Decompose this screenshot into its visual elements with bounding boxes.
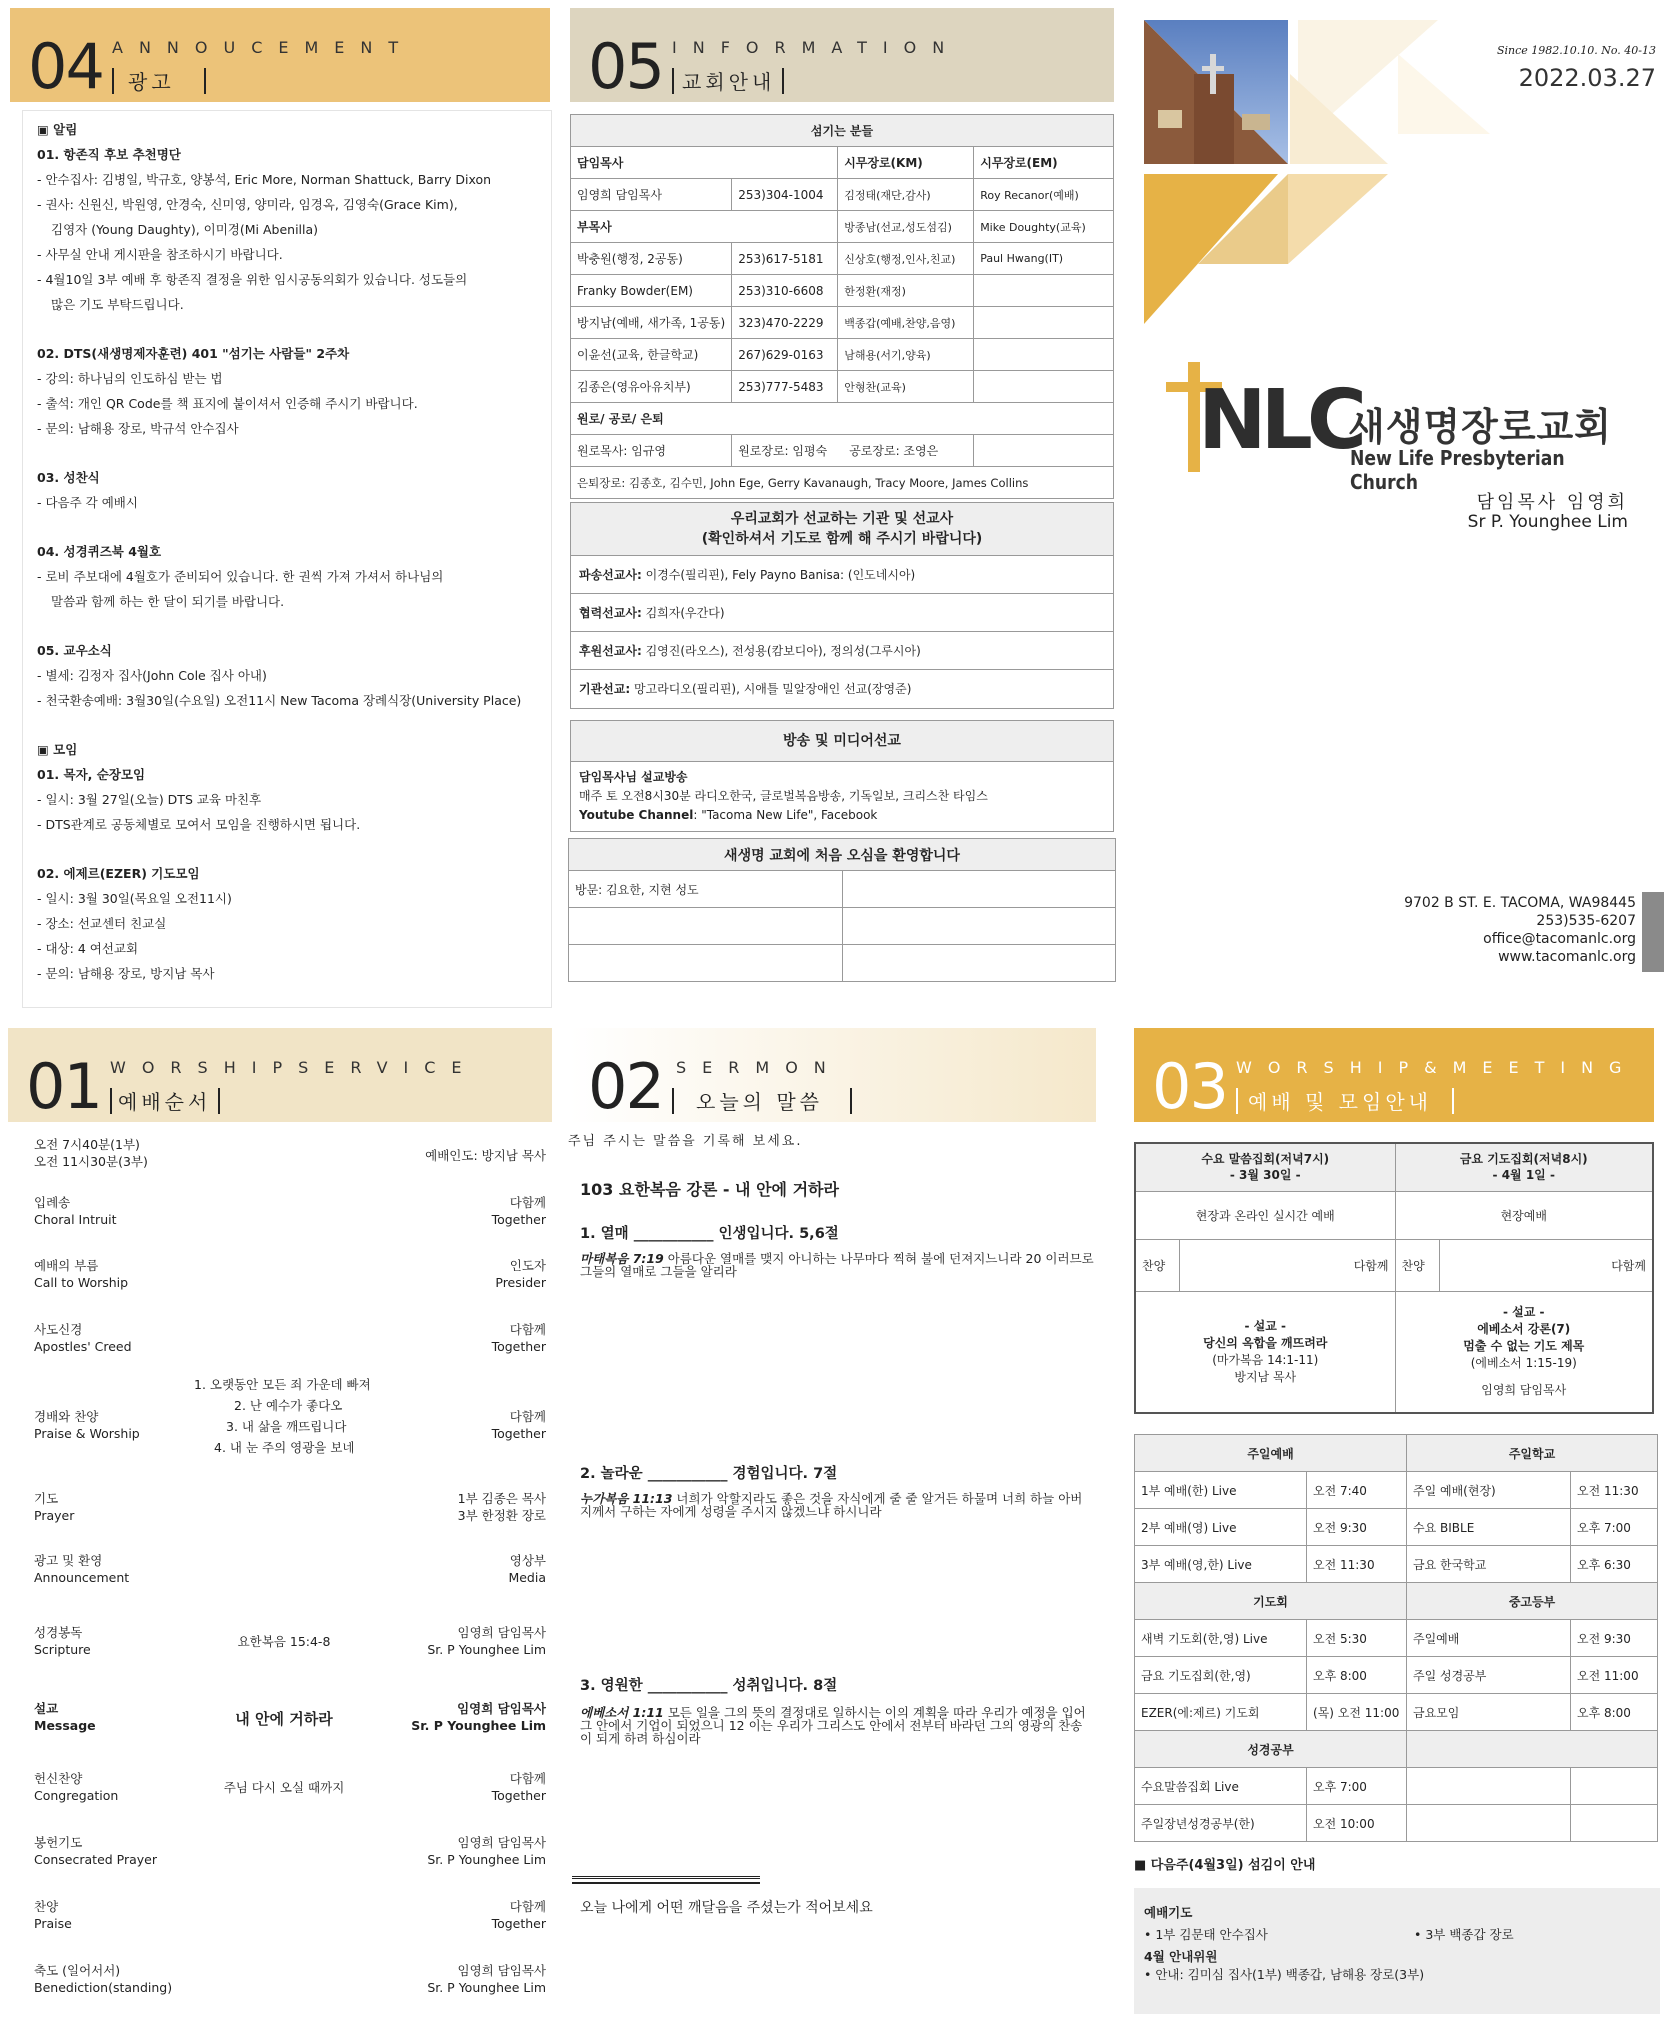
- staff-name: 임영희 담임목사: [571, 179, 732, 211]
- side-bar: [1642, 892, 1664, 972]
- announcement-body: [22, 110, 552, 1008]
- schedule-item: 금요모임: [1407, 1694, 1571, 1731]
- item-line: - DTS관계로 공동체별로 모여서 모임을 진행하시면 됩니다.: [37, 817, 361, 832]
- order-leader: 다함께: [509, 1409, 546, 1424]
- order-en: Praise & Worship: [34, 1426, 140, 1441]
- fri-sermon: - 설교 - 에베소서 강론(7) 멈출 수 없는 기도 제목 (에베소서 1:15-19) 임영희 담임목사: [1395, 1291, 1653, 1413]
- order-leader: 영상부: [509, 1553, 546, 1568]
- order-detail: 주님 다시 오실 때까지: [223, 1780, 345, 1795]
- point-2: 2. 놀라운 ___________ 경험입니다. 7절: [580, 1466, 838, 1482]
- emeritus-head: 원로/ 공로/ 은퇴: [571, 403, 1114, 435]
- item-line: - 대상: 4 여선교회: [37, 941, 139, 956]
- phone: 253)535-6207: [1536, 913, 1636, 929]
- pastor-ko: 담임목사 임영희: [1476, 492, 1628, 513]
- notice-list: [37, 142, 537, 713]
- weekday-services: [1134, 1142, 1654, 1414]
- order-en: Call to Worship: [34, 1275, 129, 1290]
- order-ko: 경배와 찬양: [34, 1409, 99, 1424]
- order-en: Consecrated Prayer: [34, 1852, 158, 1867]
- website-link[interactable]: www.tacomanlc.org: [1498, 949, 1636, 965]
- worship-times: 오전 7시40분(1부) 오전 11시30분(3부): [34, 1137, 148, 1169]
- next-week-heading: ■ 다음주(4월3일) 섬김이 안내: [1134, 1858, 1316, 1873]
- order-en: Announcement: [34, 1570, 130, 1585]
- item-line: - 장소: 선교센터 친교실: [37, 916, 167, 931]
- address: 9702 B ST. E. TACOMA, WA98445: [1404, 895, 1636, 911]
- item-title: 02. 에제르(EZER) 기도모임: [37, 866, 200, 881]
- mission-row: 후원선교사: 김영진(라오스), 전성용(캄보디아), 정의성(그루시아): [571, 632, 1113, 670]
- meeting-list: [37, 762, 537, 986]
- schedule-item: 1부 예배(한) Live: [1135, 1472, 1307, 1509]
- worship-header: [8, 1028, 552, 1122]
- youth-head: 중고등부: [1407, 1583, 1658, 1620]
- elder-km: 방종남(선교,성도섬김): [838, 211, 974, 243]
- schedule-time: 오전 9:30: [1307, 1509, 1407, 1546]
- together-label: 다함께: [1439, 1239, 1653, 1291]
- mission-row: 기관선교: 망고라디오(필리핀), 시애틀 밀알장애인 선교(장영준): [579, 682, 912, 696]
- item-title: 05. 교우소식: [37, 643, 112, 658]
- order-leader: 인도자: [509, 1258, 546, 1273]
- divider: [782, 68, 784, 94]
- section-title-ko: 교회안내: [682, 70, 776, 94]
- order-en: Scripture: [34, 1642, 91, 1657]
- order-ko: 찬양: [34, 1899, 59, 1914]
- fri-title: 금요 기도집회(저녁8시) - 4월 1일 -: [1395, 1143, 1653, 1191]
- item-line: - 사무실 안내 게시판을 참조하시기 바랍니다.: [37, 247, 283, 262]
- since-line: Since 1982.10.10. No. 40-13: [1496, 44, 1656, 57]
- schedule-table-wrap: [1134, 1434, 1658, 1842]
- item-line: - 다음주 각 예배시: [37, 495, 138, 510]
- wed-sermon: - 설교 - 당신의 옥합을 깨뜨려라 (마가복음 14:1-11) 방지남 목사: [1135, 1291, 1395, 1413]
- order-leader: 다함께: [509, 1899, 546, 1914]
- email-link[interactable]: office@tacomanlc.org: [1483, 931, 1636, 947]
- elder-em: Roy Recanor(예배): [974, 179, 1114, 211]
- item-title: 01. 항존직 후보 추천명단: [37, 147, 181, 162]
- meeting-heading: ▣ 모임: [37, 742, 78, 757]
- schedule-time: 오후 6:30: [1571, 1546, 1658, 1583]
- section-number: 01: [26, 1050, 101, 1122]
- wed-title: 수요 말씀집회(저녁7시) - 3월 30일 -: [1135, 1143, 1395, 1191]
- order-leader-en: Together: [491, 1426, 546, 1441]
- elder-name: 신상호(행정,인사,친교): [838, 243, 974, 275]
- mission-box: [570, 502, 1114, 709]
- item-line: - 천국환송예배: 3월30일(수요일) 오전11시 New Tacoma 장례식장(University Place): [37, 693, 522, 708]
- point-1: 1. 열매 ___________ 인생입니다. 5,6절: [580, 1226, 839, 1242]
- hymn-label: 찬양: [1135, 1239, 1179, 1291]
- schedule-table: [1134, 1434, 1658, 1842]
- order-leader-en: Sr. P Younghee Lim: [427, 1852, 546, 1867]
- fri-mode: 현장예배: [1395, 1191, 1653, 1239]
- emeritus-pastor: 원로목사: 임규영: [571, 435, 732, 467]
- prayer-3: • 3부 백종갑 장로: [1414, 1927, 1514, 1942]
- staff-phone: 253)617-5181: [732, 243, 838, 275]
- servers-box: [1134, 1888, 1660, 2014]
- schedule-item: 수요 BIBLE: [1407, 1509, 1571, 1546]
- order-ko: 사도신경: [34, 1322, 83, 1337]
- song-list: 1. 오랫동안 모든 죄 가운데 빠져 2. 난 예수가 좋다오 3. 내 삶을 깨뜨립니다 4. 내 눈 주의 영광을 보네: [194, 1377, 371, 1455]
- staff-phone: 253)304-1004: [732, 179, 838, 211]
- elder-name: [974, 371, 1114, 403]
- order-en: Apostles' Creed: [34, 1339, 132, 1354]
- schedule-time: 오후 7:00: [1571, 1509, 1658, 1546]
- item-line: 많은 기도 부탁드립니다.: [51, 297, 184, 312]
- sunday-head: 주일예배: [1135, 1435, 1407, 1472]
- assoc-head: 부목사: [571, 211, 838, 243]
- staff-phone: 253)310-6608: [732, 275, 838, 307]
- schedule-item: 수요말씀집회 Live: [1135, 1768, 1307, 1805]
- point-2-verse: 누가복음 11:13 너희가 악할지라도 좋은 것을 자식에게 줄 줄 알거든 하물며 너희 하늘 아버지께서 구하는 자에게 성령을 주시지 않겠느냐 하시니라: [580, 1491, 1083, 1519]
- order-en: Prayer: [34, 1508, 75, 1523]
- order-leader-en: Sr. P Younghee Lim: [411, 1718, 546, 1733]
- elder-name: 백종갑(예배,찬양,음영): [838, 307, 974, 339]
- geometric-decoration: [1138, 14, 1498, 324]
- item-line: - 일시: 3월 30일(목요일 오전11시): [37, 891, 232, 906]
- usher-label: 4월 안내위원: [1144, 1949, 1218, 1964]
- item-line: - 강의: 하나님의 인도하심 받는 법: [37, 371, 223, 386]
- point-3: 3. 영원한 ___________ 성취입니다. 8절: [580, 1678, 838, 1694]
- item-line: - 출석: 개인 QR Code를 책 표지에 붙이셔서 인증해 주시기 바랍니다.: [37, 396, 418, 411]
- bible-head: 성경공부: [1135, 1731, 1407, 1768]
- item-title: 02. DTS(새생명제자훈련) 401 "섬기는 사람들" 2주차: [37, 346, 350, 361]
- order-detail: 내 안에 거하라: [235, 1710, 333, 1728]
- point-3-verse: 에베소서 1:11 모든 일을 그의 뜻의 결정대로 일하시는 이의 계획을 따라 우리가 예정을 입어 그 안에서 기업이 되었으니 12 이는 우리가 그리스도 안에서 전부터 바라던 그의 영광의 찬송이 되게 하려 하심이라: [580, 1705, 1086, 1746]
- schedule-time: 오후 7:00: [1307, 1768, 1407, 1805]
- section-title-ko: 예배 및 모임안내: [1248, 1090, 1432, 1114]
- order-ko: 봉헌기도: [34, 1835, 83, 1850]
- staff-name: 박충원(행정, 2공동): [571, 243, 732, 275]
- item-line: - 문의: 남해용 장로, 방지남 목사: [37, 966, 215, 981]
- worship-leader: 예배인도: 방지남 목사: [425, 1148, 546, 1163]
- mission-row: 협력선교사: 김희자(우간다): [571, 594, 1113, 632]
- divider: [112, 68, 114, 94]
- staff-name: Franky Bowder(EM): [571, 275, 732, 307]
- note-divider: [572, 1876, 760, 1884]
- order-leader-en: Sr. P Younghee Lim: [427, 1642, 546, 1657]
- order-ko: 광고 및 환영: [34, 1553, 103, 1568]
- order-leader: 다함께: [509, 1195, 546, 1210]
- pastor-en: Sr P. Younghee Lim: [1467, 512, 1628, 532]
- section-number: 02: [588, 1050, 663, 1122]
- order-leader-en: Together: [491, 1788, 546, 1803]
- order-leader: 다함께: [509, 1322, 546, 1337]
- schedule-item: EZER(에:제르) 기도회: [1135, 1694, 1307, 1731]
- divider: [1452, 1088, 1454, 1114]
- staff-phone: 323)470-2229: [732, 307, 838, 339]
- meeting-header: [1134, 1028, 1654, 1122]
- schedule-time: 오전 11:30: [1571, 1472, 1658, 1509]
- schedule-time: 오전 9:30: [1571, 1620, 1658, 1657]
- media-head: 담임목사님 설교방송: [579, 770, 688, 784]
- staff-phone: 253)777-5483: [732, 371, 838, 403]
- schedule-time: (목) 오전 11:00: [1307, 1694, 1407, 1731]
- schedule-time: 오전 7:40: [1307, 1472, 1407, 1509]
- media-box: [570, 720, 1114, 832]
- order-ko: 축도 (일어서서): [34, 1963, 121, 1978]
- item-line: 말씀과 함께 하는 한 달이 되기를 바랍니다.: [51, 594, 285, 609]
- divider: [204, 68, 206, 94]
- media-line: 매주 토 오전8시30분 라디오한국, 글로벌복음방송, 기독일보, 크리스찬 타임스: [579, 789, 988, 803]
- order-leader-en: 3부 한정환 장로: [457, 1508, 546, 1523]
- staff-phone: 267)629-0163: [732, 339, 838, 371]
- divider: [1236, 1088, 1238, 1114]
- sermon-title: 103 요한복음 강론 - 내 안에 거하라: [580, 1180, 839, 1199]
- section-title-ko: 광고: [128, 70, 175, 94]
- together-label: 다함께: [1179, 1239, 1395, 1291]
- information-header: [570, 8, 1114, 102]
- divider: [110, 1088, 112, 1114]
- elder-name: [974, 307, 1114, 339]
- staff-table: [570, 114, 1114, 499]
- order-leader: 1부 김종은 목사: [457, 1491, 546, 1506]
- section-title-ko: 예배순서: [118, 1090, 212, 1114]
- welcome-visit: 방문: 김요한, 지현 성도: [569, 871, 843, 908]
- order-leader-en: Media: [508, 1570, 546, 1585]
- mission-title: 우리교회가 선교하는 기관 및 선교사 (확인하셔서 기도로 함께 해 주시기 바랍니다): [571, 503, 1113, 556]
- schedule-time: 오전 11:30: [1307, 1546, 1407, 1583]
- media-title: 방송 및 미디어선교: [571, 721, 1113, 762]
- order-ko: 성경봉독: [34, 1625, 83, 1640]
- divider: [218, 1088, 220, 1114]
- order-en: Congregation: [34, 1788, 119, 1803]
- order-ko: 예배의 부름: [34, 1258, 99, 1273]
- bulletin-date: 2022.03.27: [1518, 64, 1656, 92]
- schedule-item: 주일예배: [1407, 1620, 1571, 1657]
- item-line: 김영자 (Young Daughty), 이미경(Mi Abenilla): [51, 222, 319, 237]
- order-leader: 임영희 담임목사: [457, 1835, 546, 1850]
- welcome-title: 새생명 교회에 처음 오심을 환영합니다: [569, 839, 1116, 871]
- schedule-item: 새벽 기도회(한,영) Live: [1135, 1620, 1307, 1657]
- staff-title: 섬기는 분들: [571, 115, 1114, 147]
- item-title: 03. 성찬식: [37, 470, 100, 485]
- order-leader: 임영희 담임목사: [457, 1625, 546, 1640]
- youtube-line: Youtube Channel: "Tacoma New Life", Facebook: [579, 808, 878, 822]
- prayer-head: 기도회: [1135, 1583, 1407, 1620]
- item-title: 01. 목자, 순장모임: [37, 767, 146, 782]
- schedule-item: 주일 예배(현장): [1407, 1472, 1571, 1509]
- elder-name: 안형찬(교육): [838, 371, 974, 403]
- elder-name: [974, 275, 1114, 307]
- staff-name: 방지남(예배, 새가족, 1공동): [571, 307, 732, 339]
- logo-letters: NLC: [1198, 373, 1362, 468]
- church-name-ko: 새생명장로교회: [1348, 405, 1612, 449]
- sermon-intro: 주님 주시는 말씀을 기록해 보세요.: [568, 1134, 803, 1149]
- order-ko: 입례송: [34, 1195, 71, 1210]
- point-1-verse: 마태복음 7:19 아름다운 열매를 맺지 아니하는 나무마다 찍혀 불에 던져지느니라 20 이러므로 그들의 열매로 그들을 알리라: [580, 1251, 1094, 1279]
- school-head: 주일학교: [1407, 1435, 1658, 1472]
- order-leader-en: Sr. P Younghee Lim: [427, 1980, 546, 1995]
- schedule-item: 2부 예배(영) Live: [1135, 1509, 1307, 1546]
- staff-table-wrap: [570, 114, 1114, 499]
- elder-name: Paul Hwang(IT): [974, 243, 1114, 275]
- section-number: 05: [588, 30, 663, 102]
- order-leader-en: Together: [491, 1339, 546, 1354]
- order-leader-en: Together: [491, 1212, 546, 1227]
- schedule-item: 주일장년성경공부(한): [1135, 1805, 1307, 1842]
- elder-name: 한정환(재정): [838, 275, 974, 307]
- divider: [672, 68, 674, 94]
- staff-name: 김종은(영유아유치부): [571, 371, 732, 403]
- section-number: 04: [28, 30, 103, 102]
- elder-name: [974, 339, 1114, 371]
- welcome-box: [568, 838, 1116, 982]
- order-en: Choral Intruit: [34, 1212, 117, 1227]
- order-ko: 헌신찬양: [34, 1771, 83, 1786]
- section-title-ko: 오늘의 말씀: [696, 1090, 823, 1114]
- col-head: 담임목사: [571, 147, 838, 179]
- item-line: - 권사: 신원신, 박원영, 안경숙, 신미영, 양미라, 임경옥, 김영숙(Grace Kim),: [37, 197, 458, 212]
- order-leader: 다함께: [509, 1771, 546, 1786]
- staff-name: 이윤선(교육, 한글학교): [571, 339, 732, 371]
- closing-prompt: 오늘 나에게 어떤 깨달음을 주셨는가 적어보세요: [580, 1900, 873, 1916]
- order-detail: 요한복음 15:4-8: [237, 1634, 331, 1649]
- order-en: Praise: [34, 1916, 72, 1931]
- elder-name: 남해용(서기,양육): [838, 339, 974, 371]
- emeritus-elder: 원로장로: 임평숙 공로장로: 조영은: [732, 435, 974, 467]
- divider: [850, 1088, 852, 1114]
- contact-block: [1330, 894, 1636, 966]
- schedule-time: 오후 8:00: [1307, 1657, 1407, 1694]
- wed-mode: 현장과 온라인 실시간 예배: [1135, 1191, 1395, 1239]
- section-number: 03: [1152, 1050, 1227, 1122]
- order-ko: 설교: [34, 1701, 59, 1716]
- schedule-time: 오전 11:00: [1571, 1657, 1658, 1694]
- notice-heading: ▣ 알림: [37, 122, 78, 137]
- item-line: - 별세: 김정자 집사(John Cole 집사 아내): [37, 668, 267, 683]
- schedule-time: 오전 5:30: [1307, 1620, 1407, 1657]
- order-leader: 임영희 담임목사: [457, 1701, 546, 1716]
- section-title-en: INFORMATION: [672, 38, 961, 57]
- schedule-time: 오후 8:00: [1571, 1694, 1658, 1731]
- order-en: Benediction(standing): [34, 1980, 173, 1995]
- section-title-en: ANNOUCEMENT: [112, 38, 415, 57]
- section-title-en: WORSHIP&MEETING: [1236, 1058, 1638, 1077]
- schedule-item: 금요 기도집회(한,영): [1135, 1657, 1307, 1694]
- col-head: 시무장로(KM): [838, 147, 974, 179]
- item-line: - 문의: 남해용 장로, 박규석 안수집사: [37, 421, 239, 436]
- retired-elders: 은퇴장로: 김종호, 김수민, John Ege, Gerry Kavanaugh, Tracy Moore, James Collins: [571, 467, 1114, 499]
- section-title-en: WORSHIPSERVICE: [110, 1058, 478, 1077]
- divider: [672, 1088, 674, 1114]
- order-leader: 임영희 담임목사: [457, 1963, 546, 1978]
- order-en: Message: [34, 1718, 96, 1733]
- elder-em: Mike Doughty(교육): [974, 211, 1114, 243]
- item-line: - 일시: 3월 27일(오늘) DTS 교육 마친후: [37, 792, 262, 807]
- item-title: 04. 성경퀴즈북 4월호: [37, 544, 162, 559]
- schedule-item: 주일 성경공부: [1407, 1657, 1571, 1694]
- order-ko: 기도: [34, 1491, 59, 1506]
- elder-km: 김정태(재단,감사): [838, 179, 974, 211]
- prayer-label: 예배기도: [1144, 1905, 1193, 1920]
- order-leader-en: Together: [491, 1916, 546, 1931]
- item-line: - 4월10일 3부 예배 후 항존직 결정을 위한 임시공동의회가 있습니다. 성도들의: [37, 272, 468, 287]
- schedule-item: 3부 예배(영,한) Live: [1135, 1546, 1307, 1583]
- usher-line: • 안내: 김미심 집사(1부) 백종갑, 남해용 장로(3부): [1144, 1967, 1425, 1982]
- col-head: 시무장로(EM): [974, 147, 1114, 179]
- announcement-header: [10, 8, 550, 102]
- prayer-1: • 1부 김문태 안수집사: [1144, 1927, 1268, 1942]
- item-line: - 로비 주보대에 4월호가 준비되어 있습니다. 한 권씩 가져 가셔서 하나님의: [37, 569, 444, 584]
- schedule-time: 오전 10:00: [1307, 1805, 1407, 1842]
- mission-row: 파송선교사: 이경수(필리핀), Fely Payno Banisa: (인도네시아): [571, 556, 1113, 594]
- sermon-header: [570, 1028, 1096, 1122]
- section-title-en: SERMON: [676, 1058, 842, 1077]
- cover-art: [1138, 14, 1498, 324]
- item-line: - 안수집사: 김병일, 박규호, 양봉석, Eric More, Norman Shattuck, Barry Dixon: [37, 172, 492, 187]
- church-name-en: New Life Presbyterian Church: [1350, 446, 1565, 494]
- order-leader-en: Presider: [495, 1275, 546, 1290]
- hymn-label: 찬양: [1395, 1239, 1439, 1291]
- schedule-item: 금요 한국학교: [1407, 1546, 1571, 1583]
